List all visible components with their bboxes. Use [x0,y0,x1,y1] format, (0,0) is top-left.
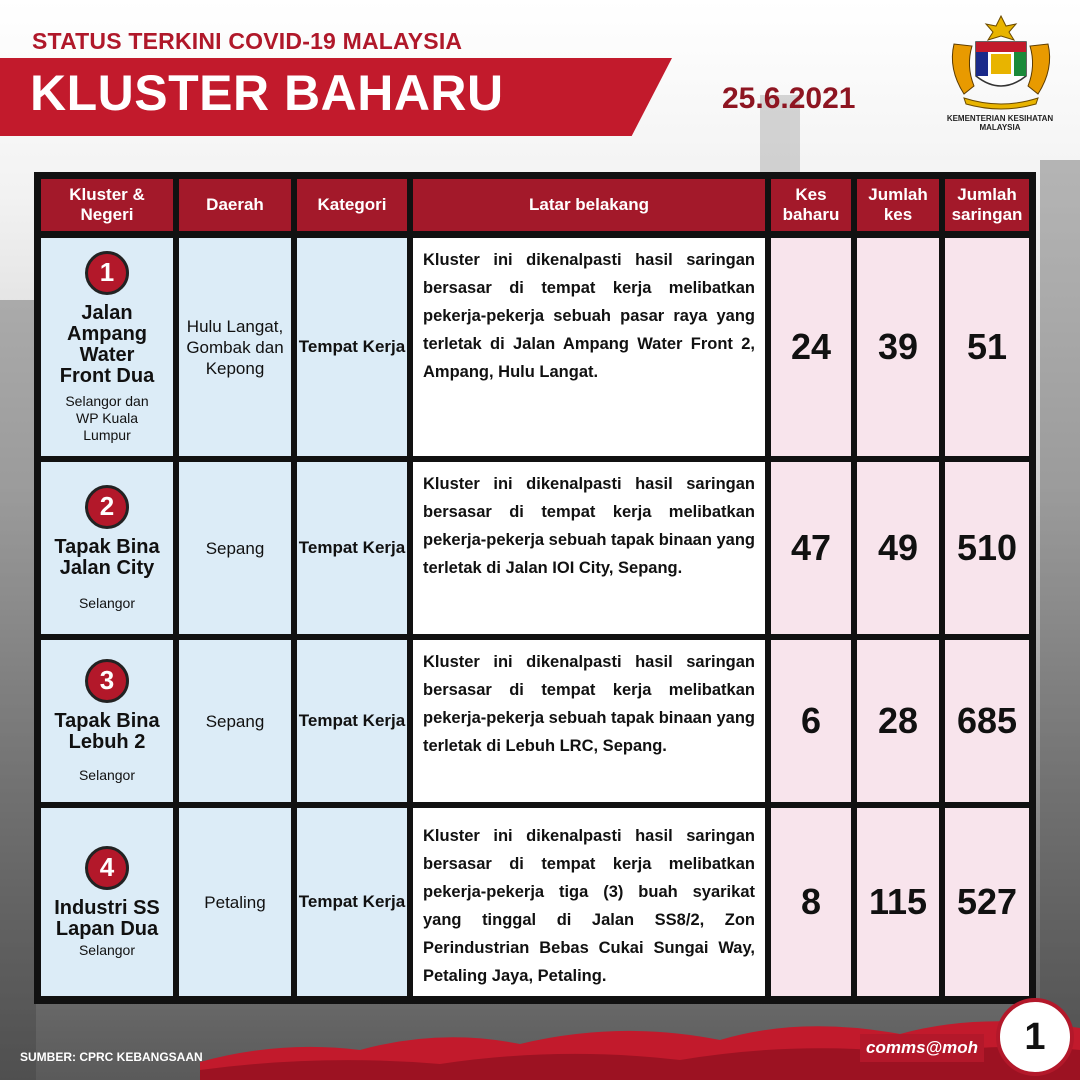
cluster-state: Selangor [78,766,136,783]
total-cases: 28 [857,640,939,802]
brand-tag: comms@moh [860,1034,984,1062]
table-row-kluster [41,808,173,996]
category: Tempat Kerja [297,462,407,634]
report-date: 25.6.2021 [722,82,856,115]
page-subtitle: STATUS TERKINI COVID-19 MALAYSIA [32,28,463,54]
category: Tempat Kerja [297,238,407,456]
cluster-state: Selangor [78,594,136,611]
page-title: KLUSTER BAHARU [30,65,504,121]
cluster-name: Tapak Bina Jalan City [54,535,160,579]
district: Sepang [179,640,291,802]
cluster-name: Industri SS Lapan Dua [54,896,160,940]
total-cases: 49 [857,462,939,634]
cluster-number-badge: 1 [85,251,129,295]
table-row-kluster [41,238,173,456]
background-building [1040,160,1080,1060]
background-text: Kluster ini dikenalpasti hasil saringan bersasar di tempat kerja melibatkan pekerja-pekerja sebuah tapak binaan yang terletak di Lebuh LRC, Sepang. [413,640,765,802]
total-cases: 39 [857,238,939,456]
total-screened: 510 [945,462,1029,634]
cluster-number-badge: 4 [85,846,129,890]
district: Hulu Langat, Gombak dan Kepong [179,238,291,456]
total-cases: 115 [857,808,939,996]
header-jumlah-kes: Jumlah kes [857,179,939,231]
district: Petaling [179,808,291,996]
cluster-number-badge: 2 [85,485,129,529]
ministry-name: KEMENTERIAN KESIHATAN MALAYSIA [946,114,1054,132]
table-row-kluster [41,462,173,634]
cluster-table [34,172,1036,1004]
malaysia-coat-of-arms-icon [946,14,1056,110]
page-number: 1 [996,998,1074,1076]
header-kes-baharu: Kes baharu [771,179,851,231]
new-cases: 24 [771,238,851,456]
cluster-number-badge: 3 [85,659,129,703]
cluster-name: Jalan Ampang Water Front Dua [59,301,155,387]
total-screened: 51 [945,238,1029,456]
new-cases: 6 [771,640,851,802]
header-kategori: Kategori [297,179,407,231]
header-latar: Latar belakang [413,179,765,231]
background-text: Kluster ini dikenalpasti hasil saringan bersasar di tempat kerja melibatkan pekerja-pekerja sebuah pasar raya yang terletak di Jalan Ampang Water Front 2, Ampang, Hulu Langat. [413,238,765,456]
header-kluster: Kluster & Negeri [41,179,173,231]
district: Sepang [179,462,291,634]
background-text: Kluster ini dikenalpasti hasil saringan bersasar di tempat kerja melibatkan pekerja-pekerja sebuah tapak binaan yang terletak di Jalan IOI City, Sepang. [413,462,765,634]
cluster-name: Tapak Bina Lebuh 2 [54,709,160,753]
new-cases: 8 [771,808,851,996]
header-daerah: Daerah [179,179,291,231]
table-row-kluster [41,640,173,802]
background-text: Kluster ini dikenalpasti hasil saringan bersasar di tempat kerja melibatkan pekerja-pekerja tiga (3) buah syarikat yang tinggal di Jalan SS8/2, Zon Perindustrian Bebas Cukai Sungai Way, Petaling Jaya, Petaling. [413,808,765,996]
source-note: SUMBER: CPRC KEBANGSAAN [20,1050,203,1064]
category: Tempat Kerja [297,808,407,996]
total-screened: 527 [945,808,1029,996]
cluster-state: Selangor dan WP Kuala Lumpur [65,392,149,443]
new-cases: 47 [771,462,851,634]
background-building [0,300,36,1080]
category: Tempat Kerja [297,640,407,802]
cluster-state: Selangor [78,941,136,958]
header-jumlah-saringan: Jumlah saringan [945,179,1029,231]
total-screened: 685 [945,640,1029,802]
